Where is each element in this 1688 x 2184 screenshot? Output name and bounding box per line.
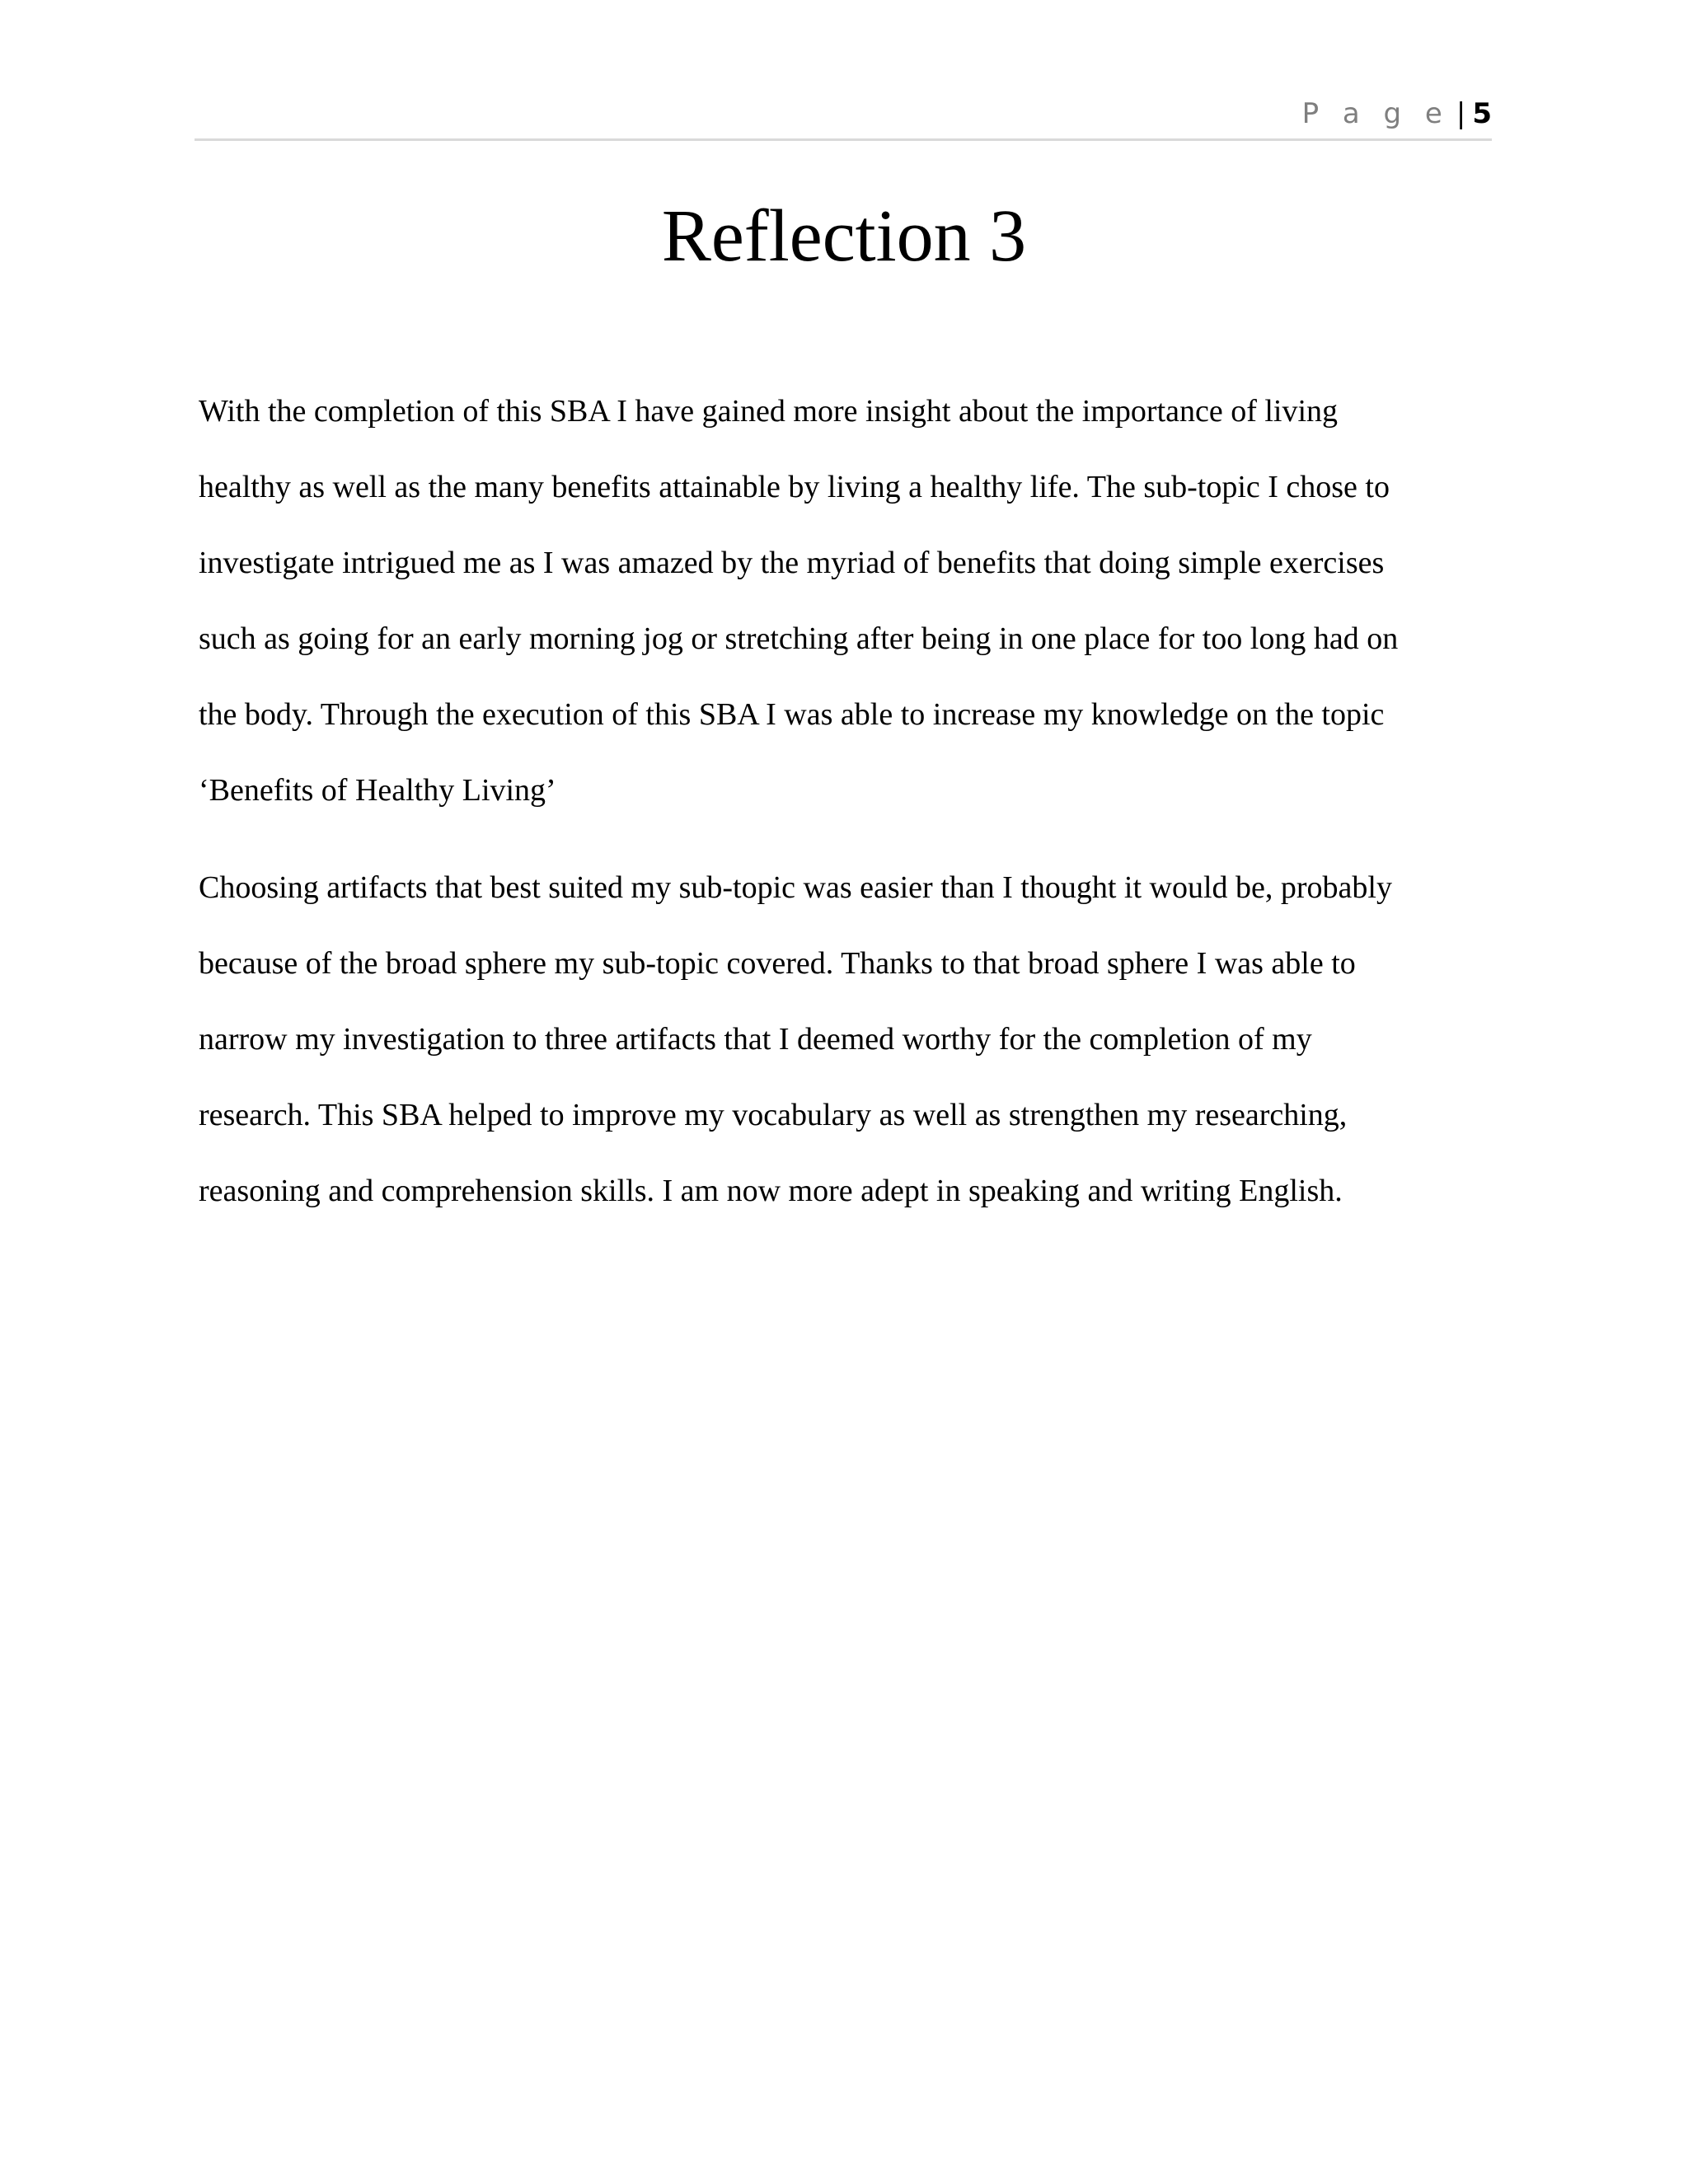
body-text <box>199 382 1484 1238</box>
paragraph-line: investigate intrigued me as I was amazed by the myriad of benefits that doing simple exercises <box>199 546 1385 580</box>
paragraph-line: research. This SBA helped to improve my vocabulary as well as strengthen my researching, <box>199 1098 1348 1132</box>
paragraph-line: narrow my investigation to three artifacts that I deemed worthy for the completion of my <box>199 1022 1312 1057</box>
page-number: 5 <box>1472 97 1492 130</box>
page-header <box>195 91 1492 141</box>
paragraph-line: healthy as well as the many benefits attainable by living a healthy life. The sub-topic I chose to <box>199 470 1390 504</box>
paragraph-line: such as going for an early morning jog or stretching after being in one place for too long had on <box>199 621 1399 656</box>
paragraph-line: reasoning and comprehension skills. I am now more adept in speaking and writing English. <box>199 1174 1343 1208</box>
page-number-label <box>1302 97 1492 130</box>
paragraph-1 <box>199 382 1484 837</box>
page-separator: | <box>1456 97 1466 130</box>
paragraph-line: because of the broad sphere my sub-topic covered. Thanks to that broad sphere I was able to <box>199 946 1356 981</box>
paragraph-2 <box>199 859 1484 1238</box>
page-word: P a g e <box>1301 97 1450 130</box>
page-title: Reflection 3 <box>661 195 1027 277</box>
paragraph-line: With the completion of this SBA I have gained more insight about the importance of living <box>199 394 1339 429</box>
paragraph-line: the body. Through the execution of this SBA I was able to increase my knowledge on the topic <box>199 697 1385 732</box>
paragraph-line: ‘Benefits of Healthy Living’ <box>199 773 556 808</box>
paragraph-line: Choosing artifacts that best suited my sub-topic was easier than I thought it would be, probably <box>199 870 1392 905</box>
